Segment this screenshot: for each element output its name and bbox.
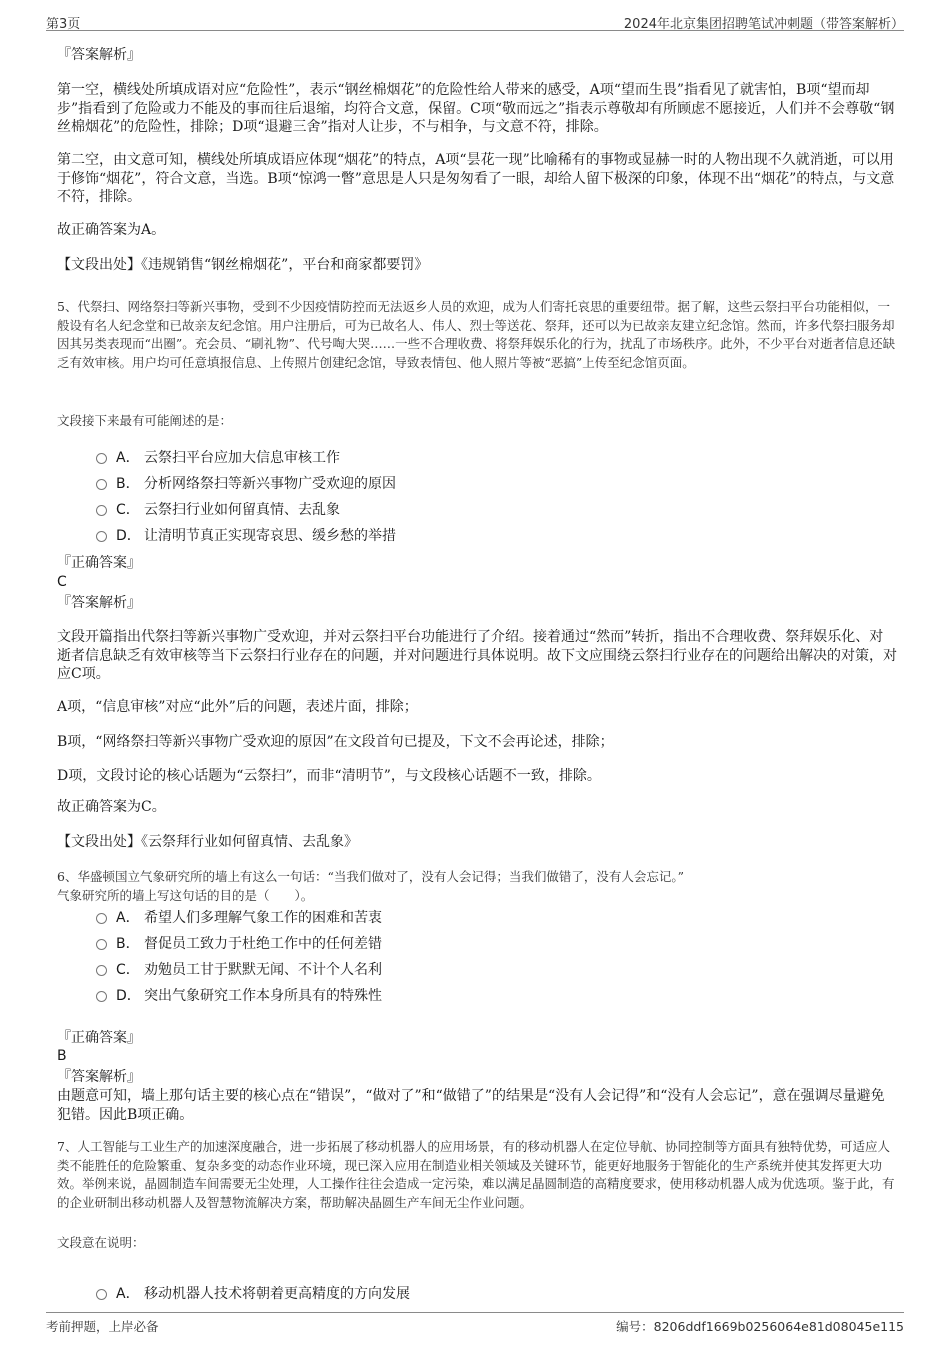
radio-icon[interactable] bbox=[96, 531, 107, 542]
q5-question: 文段接下来最有可能阐述的是： bbox=[57, 413, 233, 428]
q7-question: 文段意在说明： bbox=[57, 1235, 145, 1250]
q5-option-b[interactable]: B． 分析网络祭扫等新兴事物广受欢迎的原因 bbox=[96, 475, 396, 493]
q5-source: 【文段出处】《云祭拜行业如何留真情、去乱象》 bbox=[57, 834, 358, 850]
radio-icon[interactable] bbox=[96, 505, 107, 516]
q6-answer-label: 『正确答案』 bbox=[57, 1030, 141, 1046]
radio-icon[interactable] bbox=[96, 913, 107, 924]
footer-slogan: 考前押题，上岸必备 bbox=[46, 1319, 159, 1334]
q6-stem: 6、华盛顿国立气象研究所的墙上有这么一句话：“当我们做对了，没有人会记得；当我们做错了，没有人会忘记。” 气象研究所的墙上写这句话的目的是（ ）。 bbox=[57, 868, 897, 905]
q5-analysis-para4: D项，文段讨论的核心话题为“云祭扫”，而非“清明节”，与文段核心话题不一致，排除。 bbox=[57, 768, 601, 784]
q5-option-d[interactable]: D． 让清明节真正实现寄哀思、缓乡愁的举措 bbox=[96, 527, 396, 545]
page-footer bbox=[46, 1312, 904, 1337]
q4-analysis-para1: 第一空，横线处所填成语对应“危险性”，表示“钢丝棉烟花”的危险性给人带来的感受，A项“望而生畏”指看见了就害怕，B项“望而却步”指看到了危险或力不能及的事而往后退缩，均符合文意，保留。C项“敬而远之”指表示尊敬却有所顾虑不愿接近，人们并不会尊敬“钢丝棉烟花”的危险性，排除；D项“退避三舍”指对人让步，不与相争，与文意不符，排除。 bbox=[57, 82, 895, 135]
q7-option-a[interactable]: A． 移动机器人技术将朝着更高精度的方向发展 bbox=[96, 1285, 410, 1303]
q6-option-b[interactable]: B． 督促员工致力于杜绝工作中的任何差错 bbox=[96, 935, 382, 953]
q5-option-c[interactable]: C． 云祭扫行业如何留真情、去乱象 bbox=[96, 501, 340, 519]
q6-answer: B bbox=[57, 1048, 67, 1064]
q5-analysis-label: 『答案解析』 bbox=[57, 595, 141, 611]
q4-analysis-para2: 第二空，由文意可知，横线处所填成语应体现“烟花”的特点，A项“昙花一现”比喻稀有的事物或显赫一时的人物出现不久就消逝，可以用于修饰“烟花”，符合文意，当选。B项“惊鸿一瞥”意思是人只是匆匆看了一眼，却给人留下极深的印象，体现不出“烟花”的特点，与文意不符，排除。 bbox=[57, 152, 895, 205]
q4-conclusion: 故正确答案为A。 bbox=[57, 222, 166, 238]
q6-analysis-label: 『答案解析』 bbox=[57, 1069, 141, 1085]
q4-source: 【文段出处】《违规销售“钢丝棉烟花”，平台和商家都要罚》 bbox=[57, 257, 429, 273]
q5-answer-label: 『正确答案』 bbox=[57, 555, 141, 571]
q5-analysis-para3: B项，“网络祭扫等新兴事物广受欢迎的原因”在文段首句已提及，下文不会再论述，排除； bbox=[57, 734, 614, 750]
q6-question: 气象研究所的墙上写这句话的目的是（ ）。 bbox=[57, 887, 314, 903]
radio-icon[interactable] bbox=[96, 965, 107, 976]
q5-conclusion: 故正确答案为C。 bbox=[57, 799, 166, 815]
radio-icon[interactable] bbox=[96, 991, 107, 1002]
document-id: 编号：8206ddf1669b0256064e81d08045e115 bbox=[616, 1319, 904, 1334]
document-title: 2024年北京集团招聘笔试冲刺题（带答案解析） bbox=[623, 17, 904, 32]
q6-option-d[interactable]: D． 突出气象研究工作本身所具有的特殊性 bbox=[96, 987, 382, 1005]
q5-option-a[interactable]: A． 云祭扫平台应加大信息审核工作 bbox=[96, 449, 340, 467]
radio-icon[interactable] bbox=[96, 453, 107, 464]
q5-analysis-para2: A项，“信息审核”对应“此外”后的问题，表述片面，排除； bbox=[57, 699, 418, 715]
q6-option-a[interactable]: A． 希望人们多理解气象工作的困难和苦衷 bbox=[96, 909, 382, 927]
q5-answer: C bbox=[57, 574, 67, 590]
page-header bbox=[46, 8, 904, 31]
radio-icon[interactable] bbox=[96, 1289, 107, 1300]
q5-analysis-para1: 文段开篇指出代祭扫等新兴事物广受欢迎，并对云祭扫平台功能进行了介绍。接着通过“然而”转折，指出不合理收费、祭拜娱乐化、对逝者信息缺乏有效审核等当下云祭扫行业存在的问题，并对问题进行具体说明。故下文应围绕云祭扫行业存在的问题给出解决的对策，对应C项。 bbox=[57, 629, 897, 682]
q6-option-c[interactable]: C． 劝勉员工甘于默默无闻、不计个人名利 bbox=[96, 961, 382, 979]
q6-analysis: 由题意可知，墙上那句话主要的核心点在“错误”，“做对了”和“做错了”的结果是“没有人会记得”和“没有人会忘记”，意在强调尽量避免犯错。因此B项正确。 bbox=[57, 1088, 885, 1123]
page-number: 第3页 bbox=[46, 17, 81, 32]
q5-stem: 5、代祭扫、网络祭扫等新兴事物，受到不少因疫情防控而无法返乡人员的欢迎，成为人们寄托哀思的重要纽带。据了解，这些云祭扫平台功能相似，一般设有名人纪念堂和已故亲友纪念馆。用户注册后，可为已故名人、伟人、烈士等送花、祭拜，还可以为已故亲友建立纪念馆。然而，许多代祭扫服务却因其另类表现而“出圈”。充会员、“刷礼物”、代号啕大哭……一些不合理收费、将祭拜娱乐化的行为，扰乱了市场秩序。此外，不少平台对逝者信息还缺乏有效审核。用户均可任意填报信息、上传照片创建纪念馆，导致表情包、他人照片等被“恶搞”上传至纪念馆页面。 bbox=[57, 299, 896, 370]
radio-icon[interactable] bbox=[96, 939, 107, 950]
q7-stem: 7、人工智能与工业生产的加速深度融合，进一步拓展了移动机器人的应用场景，有的移动机器人在定位导航、协同控制等方面具有独特优势，可适应人类不能胜任的危险繁重、复杂多变的动态作业环境，现已深入应用在制造业相关领域及关键环节，能更好地服务于智能化的生产系统并使其发挥更大功效。举例来说，晶圆制造车间需要无尘处理，人工操作往往会造成一定污染，难以满足晶圆制造的高精度要求，使用移动机器人成为优选项。鉴于此，有的企业研制出移动机器人及智慧物流解决方案，帮助解决晶圆生产车间无尘作业问题。 bbox=[57, 1139, 895, 1210]
q4-analysis-label: 『答案解析』 bbox=[57, 47, 141, 63]
radio-icon[interactable] bbox=[96, 479, 107, 490]
